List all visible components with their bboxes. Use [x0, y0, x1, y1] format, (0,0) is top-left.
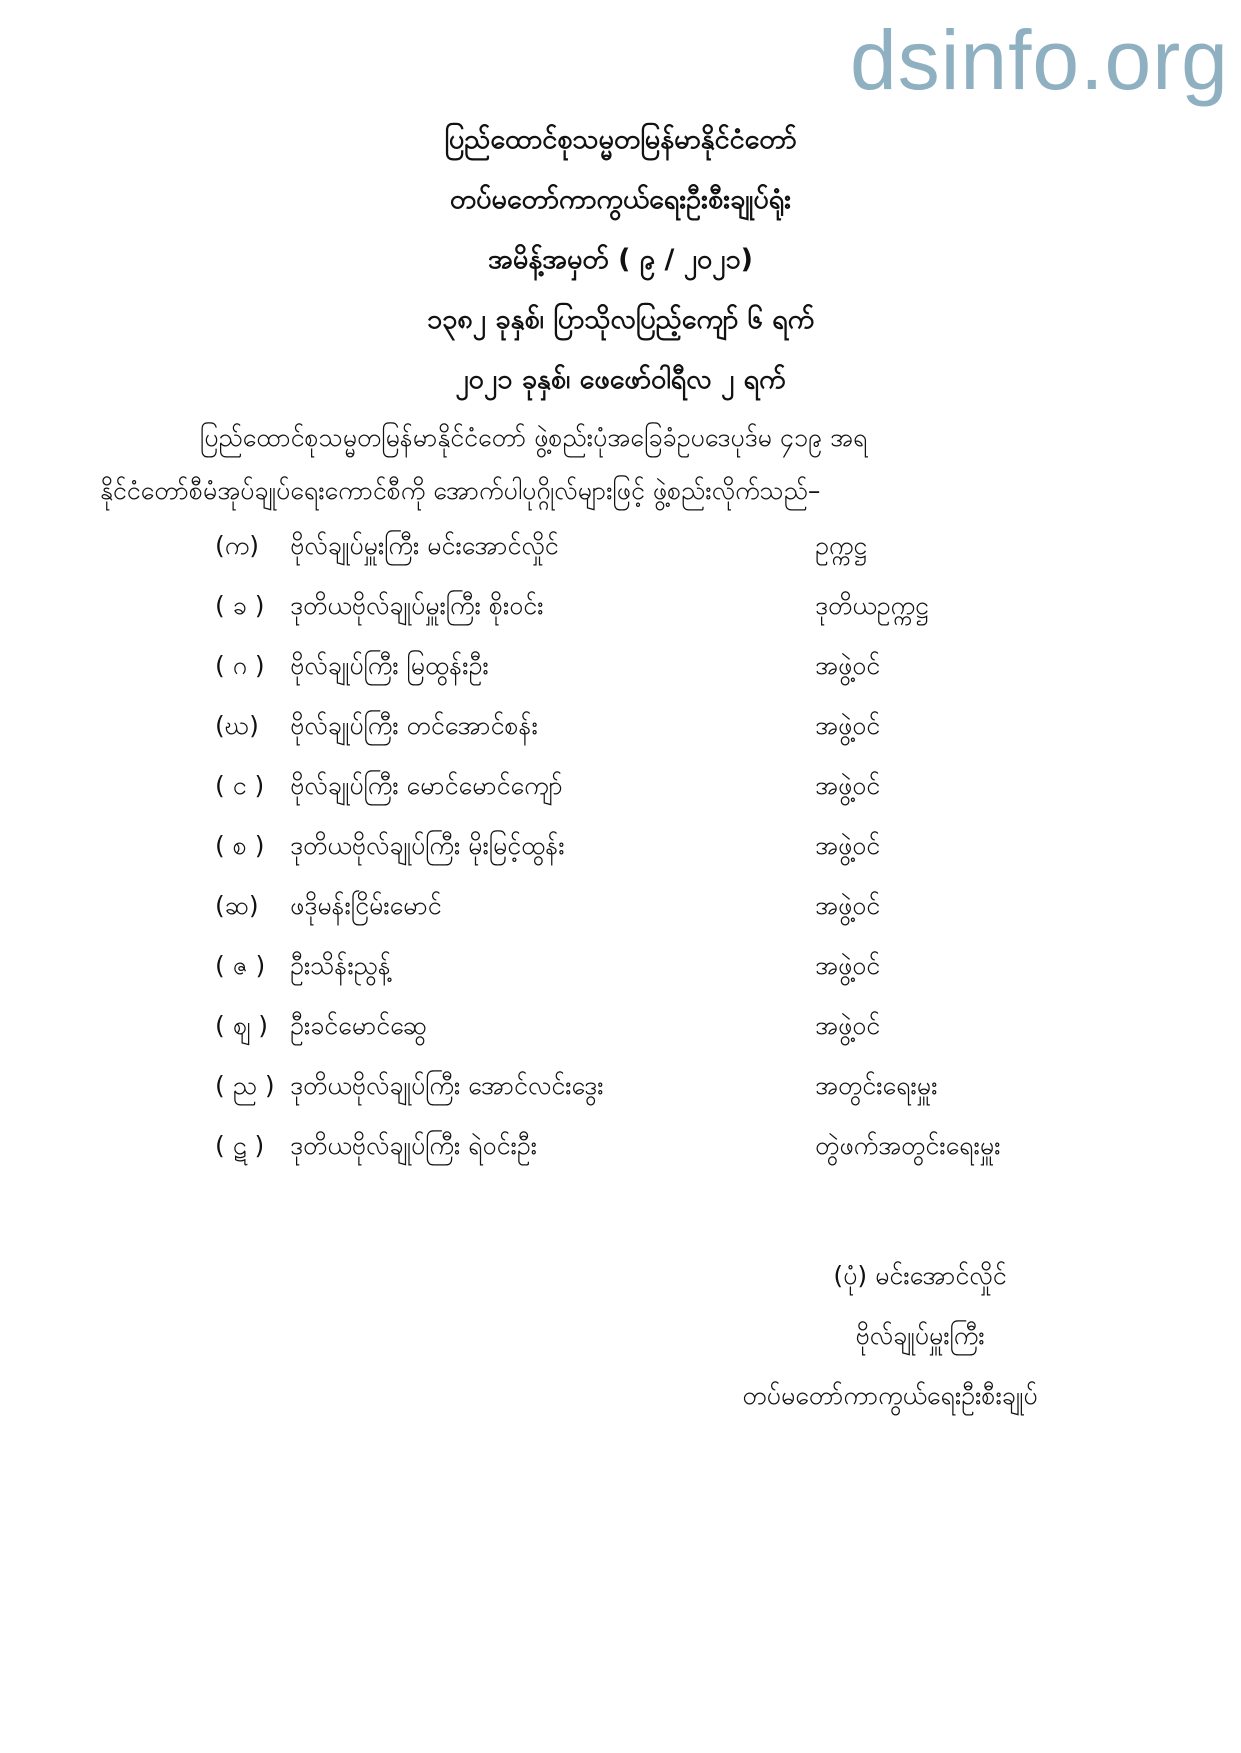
list-item: [215, 1130, 1145, 1174]
item-number: (ဆ): [215, 891, 259, 920]
member-role: ဒုတိယဥက္ကဋ္ဌ: [815, 591, 929, 620]
body-paragraph-line1: ပြည်ထောင်စုသမ္မတမြန်မာနိုင်ငံတော် ဖွဲ့စည်းပုံအခြေခံဥပဒေပုဒ်မ ၄၁၉ အရ: [200, 423, 868, 452]
member-name: ဗိုလ်ချုပ်ကြီး တင်အောင်စန်း: [290, 711, 538, 740]
item-number: (ဃ): [215, 711, 259, 740]
item-number: ( ခ ): [215, 591, 265, 620]
body-paragraph-line2: နိုင်ငံတော်စီမံအုပ်ချုပ်ရေးကောင်စီကို အောက်ပါပုဂ္ဂိုလ်များဖြင့် ဖွဲ့စည်းလိုက်သည်–: [100, 476, 821, 505]
list-item: [215, 1010, 1145, 1054]
list-item: [215, 770, 1145, 814]
member-name: ဦးသိန်းညွန့်: [290, 951, 391, 980]
member-name: ဦးခင်မောင်ဆွေ: [290, 1011, 427, 1040]
member-name: ဗိုလ်ချုပ်မှူးကြီး မင်းအောင်လှိုင်: [290, 531, 559, 560]
item-number: ( ဈ ): [215, 1011, 269, 1040]
signatory-name: (ပုံ) မင်းအောင်လှိုင်: [833, 1261, 1007, 1290]
member-role: အဖွဲ့ဝင်: [815, 771, 881, 800]
member-role: အဖွဲ့ဝင်: [815, 951, 881, 980]
member-name: ဗိုလ်ချုပ်ကြီး မောင်မောင်ကျော်: [290, 771, 563, 800]
signatory-title: တပ်မတော်ကာကွယ်ရေးဦးစီးချုပ်: [742, 1381, 1038, 1410]
member-name: ဒုတိယဗိုလ်ချုပ်ကြီး မိုးမြင့်ထွန်း: [290, 831, 565, 860]
list-item: [215, 830, 1145, 874]
signatory-rank: ဗိုလ်ချုပ်မှူးကြီး: [855, 1321, 985, 1350]
list-item: [215, 530, 1145, 574]
item-number: ( စ ): [215, 831, 265, 860]
member-role: တွဲဖက်အတွင်းရေးမှူး: [815, 1131, 1001, 1160]
member-role: အတွင်းရေးမှူး: [815, 1071, 938, 1100]
watermark: dsinfo.org: [850, 13, 1229, 107]
list-item: [215, 1070, 1145, 1114]
list-item: [215, 710, 1145, 754]
list-item: [215, 890, 1145, 934]
header-order-number: အမိန့်အမှတ် ( ၉ / ၂၀၂၁): [488, 244, 753, 275]
member-name: ဒုတိယဗိုလ်ချုပ်မှူးကြီး စိုးဝင်း: [290, 591, 544, 620]
item-number: ( ဂ ): [215, 651, 265, 680]
list-item: [215, 650, 1145, 694]
list-item: [215, 590, 1145, 634]
member-role: အဖွဲ့ဝင်: [815, 1011, 881, 1040]
member-name: ဒုတိယဗိုလ်ချုပ်ကြီး ရဲဝင်းဦး: [290, 1131, 538, 1160]
header-myanmar-date: ၁၃၈၂ ခုနှစ်၊ ပြာသိုလပြည့်ကျော် ၆ ရက်: [426, 304, 815, 335]
member-role: အဖွဲ့ဝင်: [815, 831, 881, 860]
member-role: အဖွဲ့ဝင်: [815, 651, 881, 680]
item-number: ( ည ): [215, 1071, 275, 1100]
member-name: ဒုတိယဗိုလ်ချုပ်ကြီး အောင်လင်းဒွေး: [290, 1071, 604, 1100]
item-number: ( င ): [215, 771, 265, 800]
header-gregorian-date: ၂၀၂၁ ခုနှစ်၊ ဖေဖော်ဝါရီလ ၂ ရက်: [455, 364, 786, 395]
header-country: ပြည်ထောင်စုသမ္မတမြန်မာနိုင်ငံတော်: [444, 124, 797, 155]
item-number: ( ဋ ): [215, 1131, 265, 1160]
member-role: အဖွဲ့ဝင်: [815, 891, 881, 920]
member-name: ဗိုလ်ချုပ်ကြီး မြထွန်းဦး: [290, 651, 489, 680]
list-item: [215, 950, 1145, 994]
item-number: (က): [215, 531, 259, 560]
header-office: တပ်မတော်ကာကွယ်ရေးဦးစီးချုပ်ရုံး: [449, 184, 792, 215]
member-role: ဥက္ကဋ္ဌ: [815, 531, 867, 560]
item-number: ( ဇ ): [215, 951, 266, 980]
member-role: အဖွဲ့ဝင်: [815, 711, 881, 740]
member-name: ဖဒိုမန်းငြိမ်းမောင်: [290, 891, 442, 920]
